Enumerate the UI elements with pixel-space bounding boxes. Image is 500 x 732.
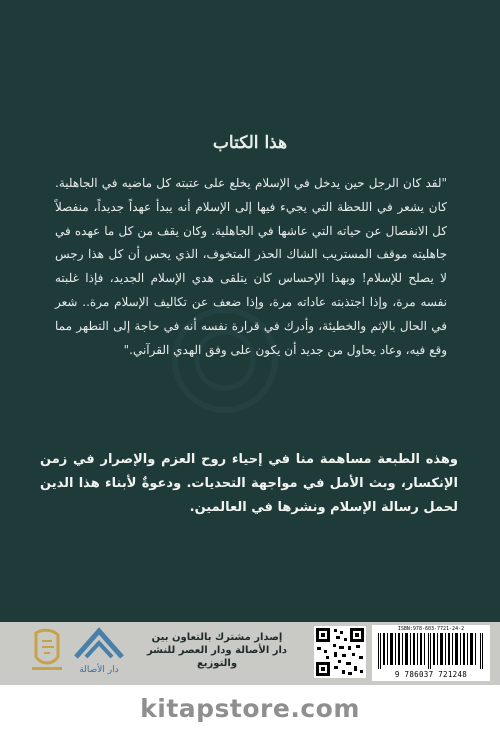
barcode xyxy=(372,625,490,681)
barcode-bars xyxy=(376,633,486,669)
edition-note: وهذه الطبعة مساهمة منا في إحياء روح العزم والإصرار في زمن الإنكسار، وبث الأمل في مواجهة التحديات. ودعوةٌ لأبناء هذا الدين لحمل رسالة الإسلام ونشرها في العالمين. xyxy=(40,452,458,515)
book-excerpt: "لقد كان الرجل حين يدخل في الإسلام يخلع على عتبته كل ماضيه في الجاهلية. كان يشعر في اللحظة التي يجيء فيها إلى الإسلام أنه يبدأ عهداً جديداً، منفصلاً كل الانفصال عن حياته التي عاشها في الجاهلية. وكان يقف من كل ما عهده في جاهليته موقف المستريب الشاك الحذر المتخوف، الذي يحس أن كل هذا رجس لا يصلح للإسلام! وبهذا الإحساس كان يتلقى هدي الإسلام الجديد، فإذا غلبته نفسه مرة، وإذا اجتذبته عاداته مرة، وإذا ضعف عن تكاليف الإسلام مرة.. شعر في الحال بالإثم والخطيئة، وأدرك في قرارة نفسه أنه في حاجة إلى التطهر مما وقع فيه، وعاد يحاول من جديد أن يكون على وفق الهدي القرآني." xyxy=(55,176,447,357)
qr-code xyxy=(314,626,366,678)
site-watermark: kitapstore.com xyxy=(140,694,360,723)
dar-al-asala-logo xyxy=(70,625,128,679)
barcode-number: 9 786037 721248 xyxy=(394,670,468,679)
publish-line-1: إصدار مشترك بالتعاون بين xyxy=(151,632,283,643)
joint-publication-text xyxy=(132,631,302,670)
mountain-icon xyxy=(70,625,128,665)
dar-al-asr-logo xyxy=(28,627,66,677)
isbn-label: ISBN:978-603-7721-24-2 xyxy=(397,626,465,632)
section-title: هذا الكتاب xyxy=(212,133,288,153)
asala-logo-text: دار الأصالة xyxy=(79,665,119,675)
publish-line-2: دار الأصالة ودار العصر للنشر والتوزيع xyxy=(146,645,288,669)
